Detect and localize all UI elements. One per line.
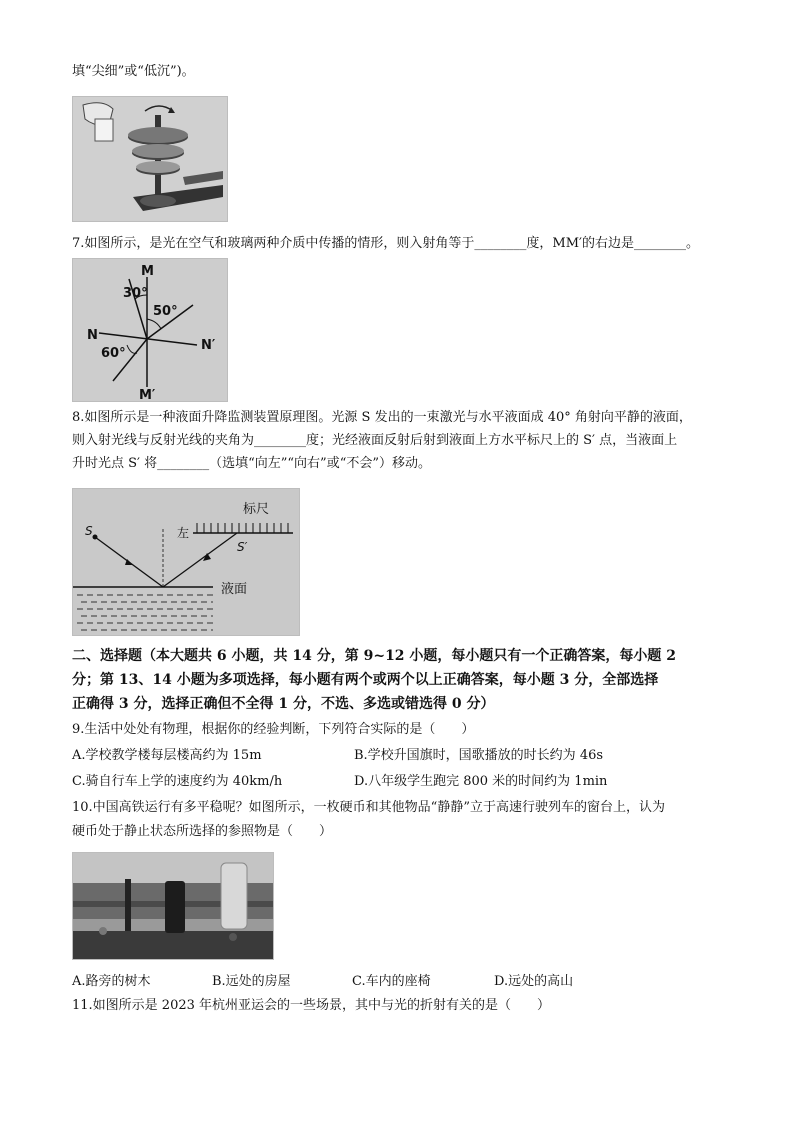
label-m-prime: M′ [139,388,156,401]
liquid-level-diagram [72,488,300,636]
question-10-option-b: B.远处的房屋 [212,974,291,989]
label-liquid: 液面 [221,582,248,597]
label-n-prime: N′ [201,338,216,353]
label-spot: S′ [237,540,248,554]
question-8-line-2: 则入射光线与反射光线的夹角为________度；光经液面反射后射到液面上方水平标尺上的 S′ 点，当液面上 [72,433,678,448]
question-9-option-b: B.学校升国旗时，国歌播放的时长约为 46s [354,748,604,763]
label-source: S [85,524,93,538]
label-30: 30° [123,286,148,301]
label-ruler: 标尺 [243,502,270,517]
section-2-heading-line-2: 分；第 13、14 小题为多项选择，每小题有两个或两个以上正确答案，每小题 3 分，全部选择 [72,672,659,688]
question-8-line-3: 升时光点 S′ 将________（选填“向左”“向右”或“不会”）移动。 [72,456,431,471]
question-9-option-c: C.骑自行车上学的速度约为 40km/h [72,774,283,789]
refraction-diagram [72,258,228,402]
question-11-stem: 11.如图所示是 2023 年杭州亚运会的一些场景，其中与光的折射有关的是（ ） [72,998,551,1013]
train-window-photo [72,852,274,960]
question-10-line-2: 硬币处于静止状态所选择的参照物是（ ） [72,824,333,839]
question-10-option-a: A.路旁的树木 [72,974,151,989]
question-10-option-d: D.远处的高山 [494,974,574,989]
question-9-stem: 9.生活中处处有物理，根据你的经验判断，下列符合实际的是（ ） [72,722,475,737]
gear-card-figure [72,96,228,222]
question-9-option-a: A.学校教学楼每层楼高约为 15m [72,748,262,763]
question-8-line-1: 8.如图所示是一种液面升降监测装置原理图。光源 S 发出的一束激光与水平液面成 40° 角射向平静的液面， [72,410,692,425]
section-2-heading-line-3: 正确得 3 分，选择正确但不全得 1 分，不选、多选或错选得 0 分） [72,696,495,712]
intro-line: 填“尖细”或“低沉”)。 [72,64,195,79]
question-7-text: 7.如图所示，是光在空气和玻璃两种介质中传播的情形，则入射角等于________度，MM′的右边是________。 [72,236,699,251]
label-60: 60° [101,346,126,361]
label-n: N [87,328,98,343]
section-2-heading-line-1: 二、选择题（本大题共 6 小题，共 14 分，第 9~12 小题，每小题只有一个正确答案，每小题 2 [72,648,677,664]
label-m: M [141,264,154,279]
question-9-option-d: D.八年级学生跑完 800 米的时间约为 1min [354,774,608,789]
label-left: 左 [177,526,190,540]
question-10-line-1: 10.中国高铁运行有多平稳呢？如图所示，一枚硬币和其他物品“静静”立于高速行驶列车的窗台上，认为 [72,800,665,815]
question-10-option-c: C.车内的座椅 [352,974,431,989]
label-50: 50° [153,304,178,319]
